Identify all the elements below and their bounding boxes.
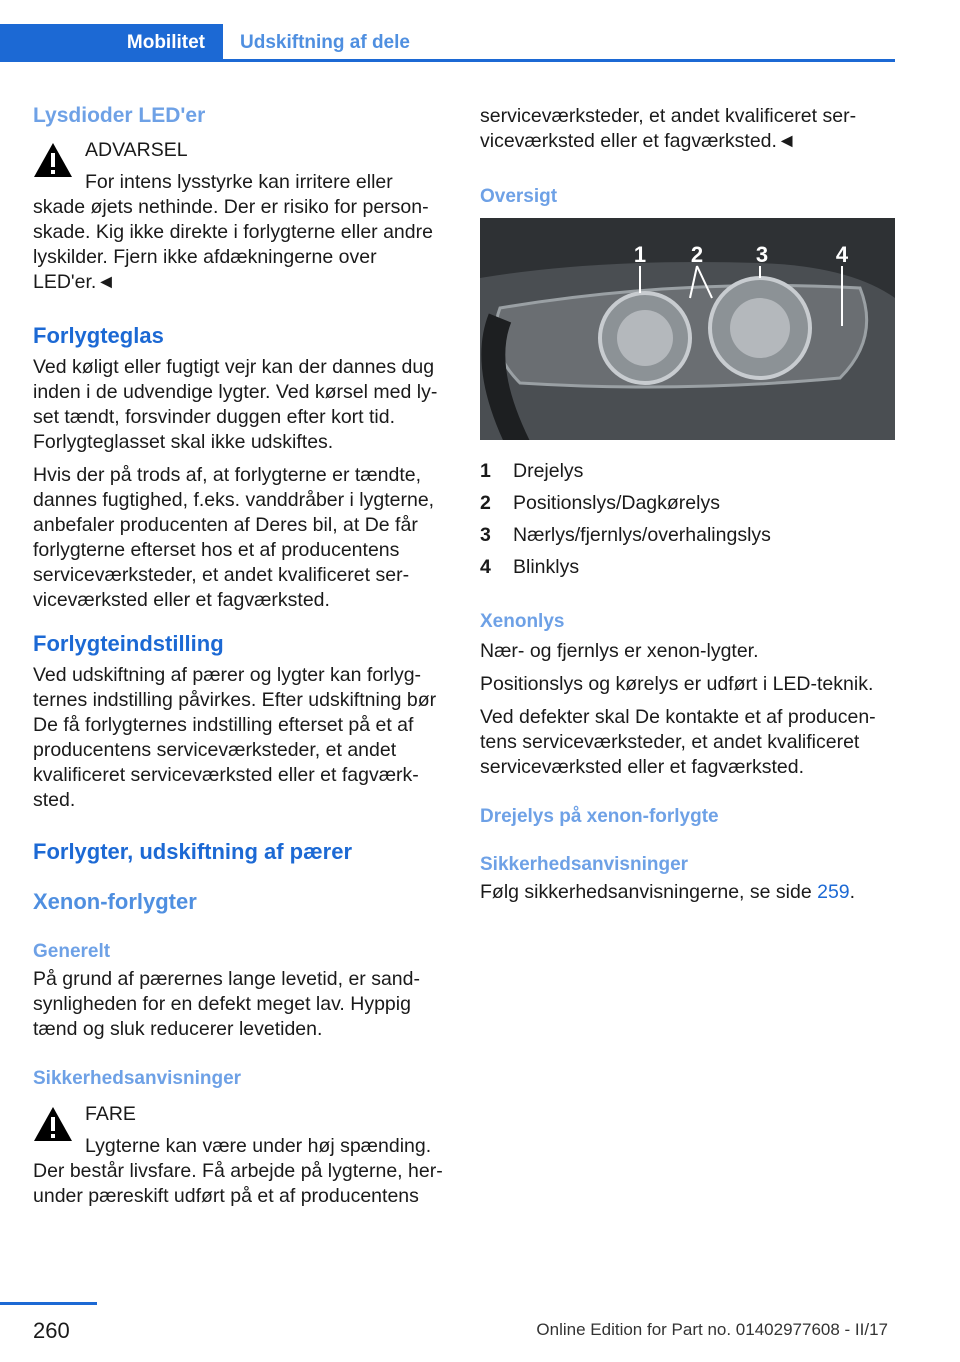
legend-item (480, 487, 898, 519)
safety-heading-right: Sikkerhedsanvisninger (480, 854, 689, 875)
safety-end: . (849, 881, 856, 903)
figure-label-1: 1 (633, 242, 647, 267)
bulbs-heading: Forlygter, udskiftning af pærer (33, 839, 353, 864)
led-warning-first-line: For intens lysstyrke kan irritere eller (85, 171, 393, 193)
led-warning (33, 138, 451, 295)
general-paragraph: På grund af pærernes lange levetid, er sand-synligheden for en defekt meget lav. Hyppig tænd og sluk reducerer levetiden. (33, 968, 420, 1040)
glass-paragraph-2: Hvis der på trods af, at forlygterne er tændte, dannes fugtighed, f.eks. vanddråber i lygterne, anbefaler producenten af Deres bil, at De får forlygterne efterset hos et af producentens serviceværksteder, et andet kvalificeret ser-viceværksted eller et fagværksted. (33, 464, 435, 611)
adjust-heading: Forlygteindstilling (33, 631, 224, 656)
legend-text: Blinklys (513, 555, 580, 578)
figure-label-2: 2 (690, 242, 704, 267)
xenonlys-paragraph-1: Nær- og fjernlys er xenon-lygter. (480, 640, 759, 662)
legend-text: Nærlys/fjernlys/overhalingslys (513, 523, 771, 546)
legend-text: Drejelys (513, 459, 584, 482)
danger-label: FARE (85, 1103, 136, 1125)
drejelys-heading: Drejelys på xenon-forlygte (480, 806, 719, 827)
safety-text: Følg sikkerhedsanvisningerne, se side (480, 881, 812, 903)
glass-heading: Forlygteglas (33, 323, 164, 348)
tab-mobilitet[interactable]: Mobilitet (0, 24, 223, 62)
xenonlys-paragraph-3: Ved defekter skal De kontakte et af producen-tens serviceværksteder, et andet kvalificeret serviceværksted eller et fagværksted. (480, 706, 876, 778)
continued-paragraph: serviceværksteder, et andet kvalificeret ser-viceværksted eller et fagværksted.◄ (480, 105, 857, 152)
glass-paragraph-1: Ved køligt eller fugtigt vejr kan der dannes dug inden i de udvendige lygter. Ved kørsel med ly-set tændt, forsvinder duggen efter kort tid. Forlygteglasset skal ikke udskiftes. (33, 356, 438, 453)
legend-number: 4 (480, 555, 491, 578)
safety-heading-left: Sikkerhedsanvisninger (33, 1068, 242, 1089)
overview-heading: Oversigt (480, 186, 558, 207)
legend-item (480, 551, 898, 583)
danger-text: Der består livsfare. Få arbejde på lygterne, her-under pæreskift udført på et af producentens (33, 1160, 443, 1207)
legend-number: 3 (480, 523, 491, 546)
headlight-figure (480, 218, 895, 440)
header-rule (0, 59, 895, 62)
figure-label-3: 3 (755, 242, 769, 267)
legend-text: Positionslys/Dagkørelys (513, 491, 720, 514)
xenonlys-paragraph-2: Positionslys og kørelys er udført i LED-teknik. (480, 673, 874, 695)
edition-note: Online Edition for Part no. 01402977608 - II/17 (536, 1320, 888, 1339)
tab-udskiftning-af-dele[interactable]: Udskiftning af dele (240, 32, 410, 53)
legend-number: 1 (480, 459, 491, 482)
page-number: 260 (33, 1318, 70, 1343)
led-heading: Lysdioder LED'er (33, 104, 206, 127)
page-reference-link[interactable]: 259 (817, 881, 850, 903)
safety-paragraph (480, 880, 898, 905)
general-heading: Generelt (33, 941, 111, 962)
xenon-heading: Xenon-forlygter (33, 889, 197, 914)
danger-warning (33, 1102, 451, 1209)
legend-item (480, 455, 898, 487)
led-warning-text: skade øjets nethinde. Der er risiko for person-skade. Kig ikke direkte i forlygterne eller andre lyskilder. Fjern ikke afdækningerne over LED'er.◄ (33, 196, 433, 293)
footer-rule (0, 1302, 97, 1305)
legend-number: 2 (480, 491, 491, 514)
left-column (33, 96, 451, 1209)
legend-item (480, 519, 898, 551)
right-column (480, 96, 898, 905)
xenonlys-heading: Xenonlys (480, 611, 565, 632)
header-tabbar (0, 24, 895, 62)
led-warning-label: ADVARSEL (85, 139, 188, 161)
warning-icon (33, 142, 73, 178)
warning-icon (33, 1106, 73, 1142)
adjust-paragraph: Ved udskiftning af pærer og lygter kan forlyg-ternes indstilling påvirkes. Efter udskiftning bør De få forlygternes indstilling efterset på et af producentens serviceværksteder, et andet kvalificeret serviceværksted eller et fagværk-sted. (33, 664, 437, 811)
danger-first-line: Lygterne kan være under høj spænding. (85, 1135, 432, 1157)
figure-label-4: 4 (835, 242, 849, 267)
figure-legend (480, 455, 898, 583)
